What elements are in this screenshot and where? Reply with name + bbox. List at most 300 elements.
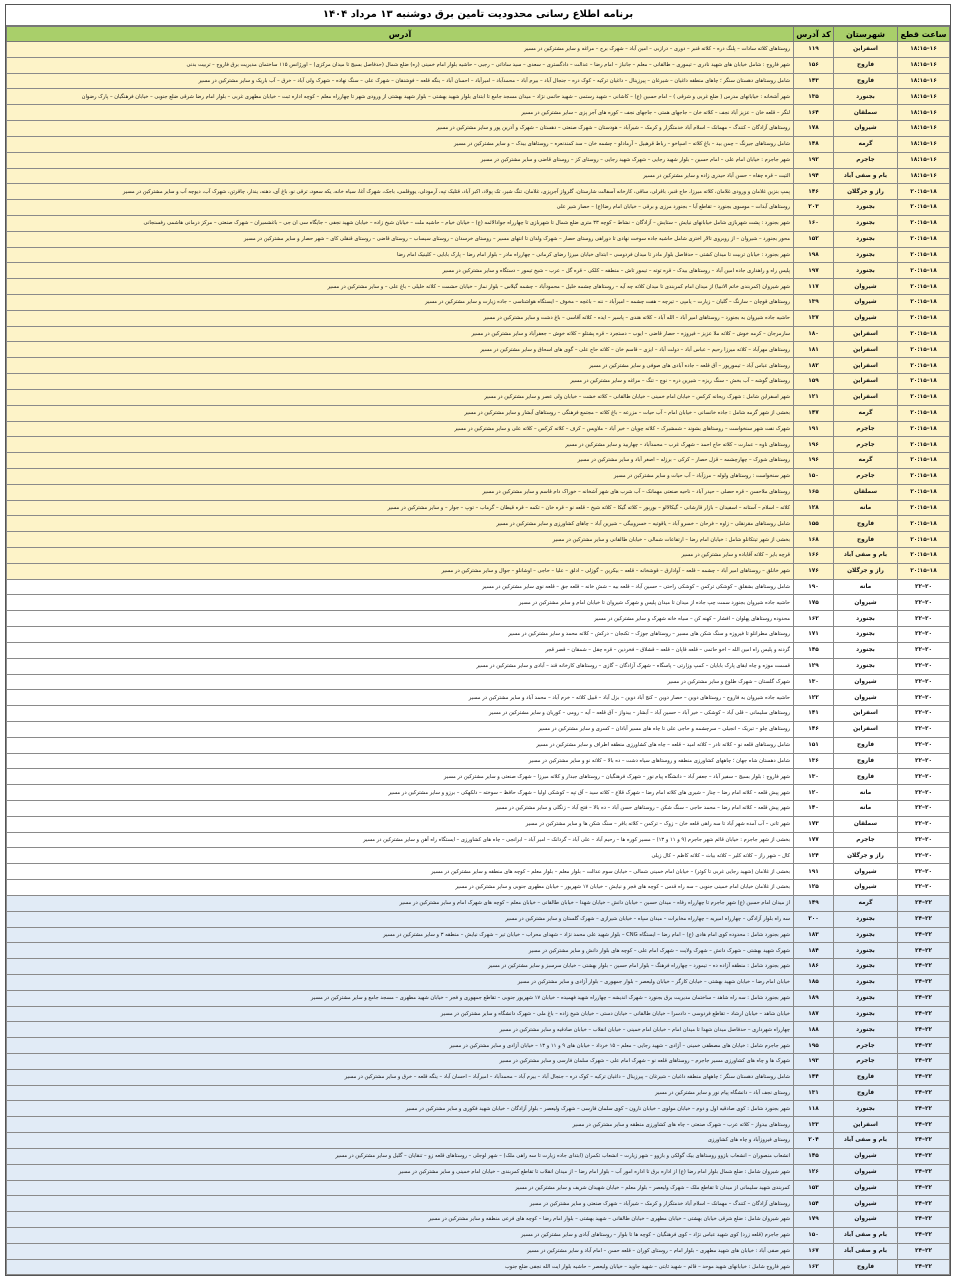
table-row [7,1259,950,1275]
cell-address: شامل روستاهای جیرنگ – چمن بید – باغ کلاته – اسپاخو – رباط قرهبیل – آرمادلو – چشمه خان – سد کمندنعره – روستاهای بیدک – و سایر مشترکین در مسیر [7,136,794,152]
cell-time: ۲۰–۲۲ [898,848,950,864]
table-row [7,595,950,611]
cell-address: شهر فاروج : شامل خیابان های شهید نادری – تیموری – طالقانی – معلم – جانباز – امام رضا – عدالت – دادگستری – سعدی – سید ساداتی – رجبی – حاشیه بلوار امام خمینی (ره) ضلع شمال (حدفاصل بسیج تا میدان مرکزی) – اورژانس ۱۱۵ ساختمان مدیریت برق فاروج – تربیت بدنی [7,57,794,73]
table-row [7,974,950,990]
cell-city: راز و جرگلان [834,184,898,200]
sheet-title: برنامه اطلاع رسانی محدودیت تامین برق دوشنبه ۱۳ مرداد ۱۴۰۴ [6,5,950,26]
cell-city: شیروان [834,690,898,706]
table-row [7,1006,950,1022]
cell-city: اسفراین [834,374,898,390]
cell-code: ۱۲۱ [794,389,834,405]
cell-address: شامل روستاهای دهستان سنگر ؛ چاهای منطقه داغیان – شیرغان – پیرزینال – داغیان ترکیه – کوک دره – جنجال آباد – بیرم آباد – محمدآباد – امیرآباد – احسان آباد – ینگه قلعه – فوشنقان – شهرک علی – سنگ نهاده – شهرک ولی آباد – خرق – آب باریک و سایر مشترکین در مسیر [7,73,794,89]
cell-city: بجنورد [834,89,898,105]
cell-code: ۱۵۹ [794,374,834,390]
table-row [7,1180,950,1196]
table-row [7,168,950,184]
cell-time: ۲۰–۲۲ [898,769,950,785]
cell-city: فاروج [834,1069,898,1085]
cell-code: ۱۴۷ [794,405,834,421]
cell-city: مانه [834,579,898,595]
cell-address: انشعاب منصوران – انشعاب بازوو روستاهای بیک گولکی و بازوو – شهر زیارت – انشعاب تکمران (ابتدای جاده زیارت تا سه راهی ملک) – شهر لوجلی – روستاهای قلعه زو – تنقایان – گلیل و سایر مشترکین در مسیر [7,1148,794,1164]
table-row [7,721,950,737]
table-row [7,801,950,817]
cell-time: ۱۶–۱۸:۱۵ [898,89,950,105]
cell-time: ۲۲–۲۴ [898,895,950,911]
cell-city: بجنورد [834,215,898,231]
table-row [7,1054,950,1070]
cell-time: ۱۸–۲۰:۱۵ [898,421,950,437]
cell-time: ۲۲–۲۴ [898,1069,950,1085]
table-row [7,1117,950,1133]
cell-address: روستای نجف آباد – دانشگاه پیام نور و سایر مشترکین در مسیر [7,1085,794,1101]
table-row [7,437,950,453]
cell-address: گردنه و پلیس راه امین الله – اخو حاتمی – قلعه قاپان – قلعه – قشلاق – فخردین – قره چقل – شمقان – قصر قجر [7,642,794,658]
cell-code: ۱۶۶ [794,548,834,564]
cell-city: اسفراین [834,326,898,342]
cell-time: ۲۰–۲۲ [898,658,950,674]
cell-city: جاجرم [834,1038,898,1054]
cell-time: ۲۲–۲۴ [898,1117,950,1133]
cell-code: ۱۳۷ [794,310,834,326]
table-row [7,73,950,89]
cell-city: شیروان [834,595,898,611]
cell-code: ۱۷۶ [794,563,834,579]
cell-address: شهرک نفت شهر سنخواست – روستاهای بشوند – شمشیرک – کلاته چوپان – خیر آباد – ملاویس – کرف – کلاته کرکس – کلاته علی و سایر مشترکین در مسیر [7,421,794,437]
cell-address: حاشیه جاده شیروان به فاروج – روستاهای دوین – حصار دوین – کنج آباد دوین – بزل آباد – قبیل کلاته – خرم آباد – محمد آباد و سایر مشترکین در مسیر [7,690,794,706]
table-row [7,658,950,674]
table-row [7,816,950,832]
cell-city: فاروج [834,753,898,769]
cell-city: گرمه [834,405,898,421]
cell-city: جاجرم [834,152,898,168]
table-row [7,500,950,516]
cell-city: مانه [834,801,898,817]
cell-address: شهر پیش قلعه – کلاته امام رضا – محمد حاجی – سنگ شکن – روستاهای حسن آباد – ده بالا – فتح آباد – زنگلی و سایر مشترکین در مسیر [7,801,794,817]
cell-address: محور بجنورد – شیروان – از روبروی تالار اختری شامل حاشیه جاده سوخت نهادی تا دوراهی روستای حصار – شهرک ولدان تا انتهای مسیر – روستای خرسدان – روستای سیساب – روستای قاضی – روستای قنقلی کای – شهر حصار و سایر مشترکین در مسیر [7,231,794,247]
table-row [7,263,950,279]
table-row [7,184,950,200]
cell-city: شیروان [834,1164,898,1180]
cell-time: ۱۸–۲۰:۱۵ [898,342,950,358]
cell-code: ۱۴۹ [794,895,834,911]
cell-time: ۲۰–۲۲ [898,627,950,643]
cell-time: ۲۰–۲۲ [898,611,950,627]
cell-address: حاشیه جاده شیروان بجنورد سمت چپ جاده از میدان تا میدان پلیس و شهرک شیروان تا خیابان امام و سایر مشترکین در مسیر [7,595,794,611]
cell-address: شهر صفی آباد : خیابان های شهید مطهری – بلوار امام – روستای کوران – قلعه حسن – امام آباد و سایر مشترکین در مسیر [7,1243,794,1259]
table-row [7,310,950,326]
cell-address: روستای فیروزآباد و چاه های کشاورزی [7,1133,794,1149]
cell-time: ۲۲–۲۴ [898,959,950,975]
table-row [7,231,950,247]
cell-city: راز و جرگلان [834,563,898,579]
cell-time: ۲۲–۲۴ [898,1133,950,1149]
cell-time: ۲۰–۲۲ [898,579,950,595]
cell-city: اسفراین [834,1117,898,1133]
cell-city: شیروان [834,880,898,896]
table-row [7,358,950,374]
cell-city: اسفراین [834,706,898,722]
cell-code: ۱۶۴ [794,105,834,121]
cell-code: ۱۶۰ [794,215,834,231]
cell-address: پلیس راه و راهداری جاده امین آباد – روستاهای بیدک – قره توته – تیمور تاش – منطقه – کلکی – قره گل – عرب – شیخ تیمور – دستگاه و سایر مشترکین در مسیر [7,263,794,279]
cell-city: فاروج [834,532,898,548]
cell-code: ۱۵۲ [794,231,834,247]
cell-city: اسفراین [834,358,898,374]
cell-code: ۱۷۹ [794,1212,834,1228]
cell-time: ۱۸–۲۰:۱۵ [898,184,950,200]
cell-city: بجنورد [834,1022,898,1038]
cell-address: شهر بجنورد : خیابان تربیت تا میدان کشتی – حدفاصل بلوار مادر تا میدان فردوسی – ابتدای خیابان میرزا رضای کرمانی – چهارراه مادر – بلوار امام رضا – پارک بابایی – کلینیک امام رضا [7,247,794,263]
cell-code: ۱۸۱ [794,342,834,358]
cell-time: ۲۰–۲۲ [898,690,950,706]
cell-code: ۱۸۲ [794,358,834,374]
cell-time: ۱۸–۲۰:۱۵ [898,295,950,311]
cell-time: ۲۲–۲۴ [898,1243,950,1259]
cell-time: ۲۲–۲۴ [898,943,950,959]
cell-code: ۱۸۳ [794,927,834,943]
cell-city: بجنورد [834,943,898,959]
cell-address: شامل روستاهای قلعه نو – کلاته نادر – کلاته امید – قلعه – چاه های کشاورزی منطقه اطراف و سایر مشترکین در مسیر [7,737,794,753]
cell-city: شیروان [834,1148,898,1164]
cell-time: ۲۲–۲۴ [898,911,950,927]
table-row [7,453,950,469]
table-row [7,89,950,105]
cell-code: ۱۶۲ [794,1259,834,1275]
table-row [7,943,950,959]
cell-address: قسمت موزه و چاه ابقای پارک بابایان – کمپ وزارتی – پاسگاه – شهرک آزادگان – گازی – روستاهای کارخانه قند – آبادی و سایر مشترکین در مسیر [7,658,794,674]
table-row [7,121,950,137]
cell-time: ۱۸–۲۰:۱۵ [898,247,950,263]
table-row [7,279,950,295]
cell-city: بام و صفی آباد [834,1243,898,1259]
cell-code: ۱۴۳ [794,73,834,89]
table-row [7,990,950,1006]
cell-address: شهر بجنورد شامل : محدوده کوی امام هادی (ع) – امام رضا – ایستگاه CNG – بلوار شهید علی محمد نژاد – شهدای محراب – خیابان تیر – شهرک نیایش – منطقه ۳ و سایر مشترکین در مسیر [7,927,794,943]
cell-time: ۱۸–۲۰:۱۵ [898,484,950,500]
cell-code: ۱۹۱ [794,864,834,880]
cell-city: شیروان [834,310,898,326]
cell-code: ۱۸۴ [794,943,834,959]
cell-address: سه راه بلوار آزادگی – چهارراه امیریه – چهارراه مخابرات – میدان سپاه – خیابان شیرازی – شهرک گلستان و سایر مشترکین در مسیر [7,911,794,927]
cell-time: ۱۸–۲۰:۱۵ [898,500,950,516]
cell-time: ۱۶–۱۸:۱۵ [898,121,950,137]
cell-code: ۱۲۶ [794,1164,834,1180]
cell-address: حاشیه جاده شیروان به بجنورد – روستاهای امیر آباد – الله آباد – کلاته هندی – پاسیر – ایده – کلاته آقاسی – باغ دشت و سایر مشترکین در مسیر [7,310,794,326]
cell-city: اسفراین [834,721,898,737]
cell-city: جاجرم [834,421,898,437]
cell-city: شیروان [834,295,898,311]
cell-address: شامل دهستان شاه جهان ؛ چاههای کشاورزی منطقه و روستاهای سیاه دشت – ده بالا – کلاته نو و سایر مشترکین در مسیر [7,753,794,769]
cell-city: بجنورد [834,911,898,927]
cell-time: ۲۲–۲۴ [898,1164,950,1180]
cell-code: ۱۵۰ [794,1227,834,1243]
table-row [7,405,950,421]
cell-code: ۱۴۱ [794,706,834,722]
cell-time: ۲۰–۲۲ [898,832,950,848]
cell-city: شیروان [834,864,898,880]
table-row [7,1227,950,1243]
cell-address: بخشی از شهر تیتکانلو شامل : خیابان امام رضا – ارتفاعات شمالی – خیابان طالقانی و سایر مشترکین در مسیر [7,532,794,548]
cell-code: ۱۸۷ [794,1006,834,1022]
cell-city: بجنورد [834,990,898,1006]
table-row [7,200,950,216]
cell-time: ۲۲–۲۴ [898,1022,950,1038]
cell-time: ۲۲–۲۴ [898,1038,950,1054]
cell-time: ۱۶–۱۸:۱۵ [898,136,950,152]
cell-address: شهر بجنورد : پشت شهربازی شامل خیابانهای نیایش – ستایش – آزادگان – نشاط – کوچه ۳۳ متری ضلع شمال تا شهربازی تا چهارراه جوادالائمه (ع) – خیابان خیام – حاشیه ملت – خیابان شیخ زاده – خیابان شهید نجفی – جایگاه سی ان جی – باغشمیران – شهرک صنعتی – مرکز درمانی هاشمی رفسنجانی [7,215,794,231]
cell-city: بجنورد [834,627,898,643]
cell-code: ۱۳۰ [794,769,834,785]
cell-city: بجنورد [834,200,898,216]
cell-city: بجنورد [834,642,898,658]
table-body [7,42,950,1275]
cell-address: روستاهای مهرآباد – کلاته میرزا رحیم – عباس آباد – دولت آباد – ایزی – قاسم خان – کلاته حاج علی – گوی های اسحاق و سایر مشترکین در مسیر [7,342,794,358]
cell-time: ۱۸–۲۰:۱۵ [898,215,950,231]
cell-time: ۲۲–۲۴ [898,1227,950,1243]
cell-city: سملقان [834,816,898,832]
cell-address: روستاهای قوچان – سارنگ – گلیان – زیارت – یامپی – تیرچه – هفت چشمه – امیرآباد – ننه – باغچه – مخوف – ایستگاه هواشناسی – جاده زیارت و سایر مشترکین در مسیر [7,295,794,311]
cell-time: ۱۸–۲۰:۱۵ [898,231,950,247]
cell-code: ۱۶۵ [794,484,834,500]
table-row [7,1022,950,1038]
cell-address: شامل روستاهای دهستان سنگر ؛ چاههای منطقه داغیان – شیرغان – پیرزینال – داغیان ترکیه – کوک دره – جنجال آباد – بیرم آباد – محمدآباد – امیرآباد – احسان آباد – ینگه قلعه – خرق و سایر مشترکین در مسیر [7,1069,794,1085]
cell-time: ۱۸–۲۰:۱۵ [898,532,950,548]
cell-time: ۱۸–۲۰:۱۵ [898,548,950,564]
header-city: شهرستان [834,27,898,42]
cell-address: شهرک شهید بهشتی – شهرک دانش – شهرک ولایت – شهرک امام علی – کوچه های بلوار دانش و سایر مشترکین در مسیر [7,943,794,959]
table-row [7,611,950,627]
cell-address: شهر فاروج : بلوار بسیج – سفیر آباد – جعفر آباد – دانشگاه پیام نور – شهرک فرهنگیان – روستاهای جبدار و کلاته میرزا – شهرک صنعتی و سایر مشترکین در مسیر [7,769,794,785]
cell-time: ۲۰–۲۲ [898,595,950,611]
table-row [7,532,950,548]
cell-city: بجنورد [834,1006,898,1022]
cell-address: شهر فاروج شامل : خیابانهای شهید موحد – قائم – شهید ثابتی – شهید جاوید – خیابان ولیعصر – حاشیه بلوار ایت الله نجفی ضلع جنوب [7,1259,794,1275]
cell-time: ۱۸–۲۰:۱۵ [898,453,950,469]
cell-code: ۱۵۵ [794,516,834,532]
cell-time: ۱۶–۱۸:۱۵ [898,42,950,58]
cell-city: فاروج [834,1259,898,1275]
table-row [7,895,950,911]
cell-address: شهر جاجرم (قلعه زرد) کوی شهید عباس نژاد – کوی فرهنگیان – کوچه ها تا بلوار – روستاهای آبادی و سایر مشترکین در مسیر [7,1227,794,1243]
cell-code: ۱۴۴ [794,1069,834,1085]
cell-address: روستاهای آبدات – موسوی بجنورد – تقاطع آبا – بجنورد مرزی و برقی – خیابان امام رضا(ع) – حصار شیر علی [7,200,794,216]
cell-address: بخشی از غلامان (شهید رجایی غربی تا کوثر) – خیابان امام خمینی شمالی – خیابان سوم عدالت – بلوار معلم – بلوار معلم – کوچه های منطقه و سایر مشترکین در مسیر [7,864,794,880]
cell-address: شهر اسفراین شامل : شهرک ریحانه کرکس – خیابان امام خمینی – خیابان طالقانی – کلاته خشت – خیابان ولی عصر و سایر مشترکین در مسیر [7,389,794,405]
table-row [7,1069,950,1085]
table-row [7,152,950,168]
cell-address: روستاهای چلو – تبریک – انجیلی – سرچشمه و حاجی علی تا چاه های مسیر آبادان – کسری و سایر مشترکین در مسیر [7,721,794,737]
cell-code: ۱۳۹ [794,295,834,311]
table-row [7,785,950,801]
header-row [7,27,950,42]
table-row [7,57,950,73]
cell-address: شهر شیروان شامل : ضلع شمال بلوار امام رضا (ع) از اداره برق تا اداره امور آب – بلوار امام رضا – از میدان انقلاب تا تقاطع کمربندی – خیابان امام خمینی و سایر مشترکین در مسیر [7,1164,794,1180]
cell-code: ۱۹۷ [794,263,834,279]
cell-code: ۱۸۵ [794,974,834,990]
cell-address: روستاهای سلیمانی – قلی آباد – کوشکی – خیر آباد – حسین آباد – آبشار – بیدواز – آق قلعه – آیه – رومی – کوریان و سایر مشترکین در مسیر [7,706,794,722]
cell-city: شیروان [834,1196,898,1212]
cell-code: ۱۶۲ [794,611,834,627]
table-row [7,342,950,358]
table-row [7,706,950,722]
cell-city: گرمه [834,895,898,911]
cell-time: ۲۰–۲۲ [898,642,950,658]
cell-address: شهر خانلق – روستاهای امیر آباد – چشمه – قلعه – آوادارق – قوشخانه – قلعه – بیکرین – گوزلی – ادلق – علیا – حاجی – اوشانلو – جوال و سایر مشترکین در مسیر [7,563,794,579]
cell-city: شیروان [834,121,898,137]
cell-address: روستاهای ملاحسن – قره حصلی – حیدر آباد – ناحیه صنعتی مهمانک – آب شرب های شهر آشخانه – خوراک دام قاسم و سایر مشترکین در مسیر [7,484,794,500]
header-code: کد آدرس [794,27,834,42]
cell-city: راز و جرگلان [834,848,898,864]
cell-code: ۱۳۳ [794,1117,834,1133]
table-row [7,326,950,342]
cell-code: ۱۳۰ [794,674,834,690]
cell-city: جاجرم [834,1054,898,1070]
cell-code: ۱۵۰ [794,468,834,484]
cell-time: ۱۶–۱۸:۱۵ [898,105,950,121]
table-row [7,864,950,880]
cell-address: قرچه بایر – کلاته آقاباده و سایر مشترکین در مسیر [7,548,794,564]
cell-address: شهر ثانی – آب آمده شهر آباد تا سه راهی قلعه خان – زوک – ترکمن – کلاته باقر – سنگ شکن ها و سایر مشترکین در مسیر [7,816,794,832]
cell-code: ۱۹۵ [794,1038,834,1054]
cell-code: ۱۱۹ [794,42,834,58]
cell-address: شهرک ها و چاه های کشاورزی مسیر جاجرم – روستاهای قلعه نو – شهرک امام علی – شهرک سلمان فارسی و سایر مشترکین در مسیر [7,1054,794,1070]
cell-time: ۱۶–۱۸:۱۵ [898,73,950,89]
table-row [7,911,950,927]
cell-address: روستاهای ناوه – عمارت – کلاته حاج احمد – شهرک غرب – محمدآباد – چهاربید و سایر مشترکین در مسیر [7,437,794,453]
cell-address: روستاهای کلاته سادات – پلنگ دره – کلاته قنبر – دوری – درازبی – امین آباد – شهرک برج – مراغه و سایر مشترکین در مسیر [7,42,794,58]
cell-address: از میدان امام حسین (ع) شهر جاجرم تا چهارراه رفاه – میدان حسین – خیابان دانش – خیابان شهدا – خیابان طالقانی – خیابان معلم – کوچه های شهرک امام و سایر مشترکین در مسیر [7,895,794,911]
cell-code: ۲۰۳ [794,200,834,216]
cell-city: جاجرم [834,468,898,484]
header-time: ساعت قطع [898,27,950,42]
outage-table [6,26,950,1275]
cell-city: اسفراین [834,389,898,405]
table-row [7,548,950,564]
cell-address: چهارراه شهرداری – حدفاصل میدان شهدا تا میدان امام – خیابان امام خمینی – خیابان انقلاب – خیابان صادقیه و سایر مشترکین در مسیر [7,1022,794,1038]
cell-city: جاجرم [834,437,898,453]
cell-address: شهرک گلستان – شهرک طلوع و سایر مشترکین در مسیر [7,674,794,690]
cell-code: ۱۴۰ [794,801,834,817]
table-row [7,1243,950,1259]
cell-code: ۱۸۶ [794,959,834,975]
table-row [7,1212,950,1228]
cell-code: ۱۳۱ [794,1085,834,1101]
cell-code: ۱۸۹ [794,990,834,1006]
cell-time: ۲۲–۲۴ [898,1180,950,1196]
cell-city: بجنورد [834,263,898,279]
table-row [7,737,950,753]
table-row [7,105,950,121]
table-row [7,642,950,658]
cell-address: شهر پیش قلعه – کلاته امام رضا – چنار – شیری های کلاته امام رضا – شهرک قلاع – کلاته سید – آق تپه – کوشکی اولیا – شهرک حافظ – سوخته – دلکهکی – برزو و سایر مشترکین در مسیر [7,785,794,801]
cell-time: ۲۲–۲۴ [898,1259,950,1275]
cell-code: ۱۹۶ [794,453,834,469]
cell-city: اسفراین [834,42,898,58]
cell-code: ۱۴۵ [794,1148,834,1164]
cell-address: شهر بجنورد شامل : کوی صادقیه اول و دوم – خیابان مولوی – خیابان نارون – کوی سلمان فارسی – شهرک ولیعصر – بلوار آزادگان – خیابان شهید فکوری و سایر مشترکین در مسیر [7,1101,794,1117]
cell-code: ۱۷۷ [794,832,834,848]
cell-code: ۱۸۸ [794,1022,834,1038]
cell-time: ۲۰–۲۲ [898,706,950,722]
table-row [7,959,950,975]
cell-city: فاروج [834,73,898,89]
cell-code: ۱۹۴ [794,168,834,184]
cell-code: ۱۹۶ [794,437,834,453]
cell-address: شهر جاجرم : خیابان امام علی – امام حسین – بلوار شهید رجایی – شهرک شهید رجایی – روستای کز – روستای قاضی و سایر مشترکین در مسیر [7,152,794,168]
cell-time: ۲۰–۲۲ [898,785,950,801]
cell-address: شهر بجنورد شامل : سه راه شاهد – ساختمان مدیریت برق بجنورد – شهرک اندیشه – چهارراه شهید فهمیده – خیابان ۱۷ شهریور جنوبی – تقاطع جمهوری و فجر – خیابان شهید مطهری – مسجد جامع و سایر مشترکین در مسیر [7,990,794,1006]
cell-city: فاروج [834,57,898,73]
table-row [7,247,950,263]
cell-code: ۲۰۰ [794,911,834,927]
cell-code: ۱۳۶ [794,753,834,769]
cell-time: ۲۲–۲۴ [898,1006,950,1022]
cell-address: پمپ بنزین غلامان و ورودی غلامان، کلاته میرزا، حاج قنبر، باقرلی، ساقی، کارخانه آسفالت شارستان، گلرواز آجرپزی، غلامان، تنگ شیر، تک پولاد، اکبر آباد، قتلیک تپه، آرمودلی، یووقلمی، باجک، شهرک آغا، سیاه خانه، یکه سعود، ترقی نو، باغ آی، دهنه، یندار، چاقرتن، شهرک آب، دیوچه آب و سایر مشترکین در مسیر [7,184,794,200]
cell-code: ۱۹۱ [794,421,834,437]
cell-address: روستاهای بیدواز – کلاته عرب – شهرک صنعتی – چاه های کشاورزی منطقه و سایر مشترکین در مسیر [7,1117,794,1133]
cell-address: خیابان امام رضا – خیابان شهید بهشتی – خیابان کارگر – خیابان ولیعصر – بلوار جمهوری – بلوار آزادی و سایر مشترکین در مسیر [7,974,794,990]
table-row [7,627,950,643]
table-row [7,1101,950,1117]
cell-time: ۲۲–۲۴ [898,927,950,943]
table-row [7,484,950,500]
cell-code: ۱۴۶ [794,721,834,737]
cell-address: شهر جاجرم شامل : خیابان های مصطفی خمینی – آزادی – شهید رجایی – معلم – ۱۵ خرداد – خیابان های ۹ و ۱۱ و ۱۳ – خیابان آزادی و سایر مشترکین در مسیر [7,1038,794,1054]
cell-address: شامل روستاهای مقرنقلی – زاوه – فرحان – خسرو آباد – یاقوتیه – خسروبیگی – شیرین آباد – چاهای کشاورزی و سایر مشترکین در مسیر [7,516,794,532]
cell-city: بجنورد [834,959,898,975]
table-row [7,215,950,231]
cell-time: ۲۰–۲۲ [898,880,950,896]
cell-address: شهر سنخواست : روستاهای ولوله – مرزآباد – آب حیات و سایر مشترکین در مسیر [7,468,794,484]
cell-address: کمربندی شهید سلیمانی از میدان تا تقاطع ملک – شهرک ولیعصر – بلوار معلم – خیابان شهیدان شریف و سایر مشترکین در مسیر [7,1180,794,1196]
cell-address: بخشی از شهر جاجرم : خیابان قائم شهر جاجرم (۹ و ۱۱ و ۱۳) – مسیر کوره ها – رحیم آباد – علی آباد – گردانک – امیر آباد – ابرانجی – چاه های کشاورزی – ایستگاه راه آهن و سایر مشترکین در مسیر [7,832,794,848]
cell-city: گرمه [834,453,898,469]
cell-code: ۱۹۳ [794,1054,834,1070]
table-row [7,1148,950,1164]
cell-code: ۱۲۵ [794,880,834,896]
cell-city: بام و صفی آباد [834,1133,898,1149]
table-row [7,563,950,579]
cell-address: لنگر – قلعه خان – عزیز آباد نجف – کلاته خان – جاجهای همتی – جاجهای نجف – کوره های آجر پزی – سایر مشترکین در مسیر [7,105,794,121]
table-row [7,295,950,311]
cell-time: ۲۲–۲۴ [898,974,950,990]
cell-code: ۱۷۳ [794,816,834,832]
cell-time: ۲۲–۲۴ [898,1212,950,1228]
cell-code: ۱۵۶ [794,57,834,73]
cell-city: فاروج [834,1085,898,1101]
cell-address: شهر شیروان شامل : ضلع شرقی خیابان بهشتی – خیابان مطهری – خیابان طالقانی – شهید بهشتی – بلوار امام رضا – کوچه های فرعی منطقه و سایر مشترکین در مسیر [7,1212,794,1228]
cell-code: ۱۴۶ [794,184,834,200]
schedule-sheet [5,4,951,1276]
cell-city: بجنورد [834,247,898,263]
table-row [7,136,950,152]
cell-address: محدوده روستاهای پهلوان – افشار – کهنه کن – سیاه خانه شهرک و سایر مشترکین در مسیر [7,611,794,627]
cell-address: بخشی از غلامان خیابان امام خمینی جنوبی – سه راه قدس – کوچه های فجر و نیایش – خیابان ۱۷ شهریور – خیابان مطهری جنوبی و سایر مشترکین در مسیر [7,880,794,896]
cell-city: مانه [834,500,898,516]
cell-time: ۲۰–۲۲ [898,801,950,817]
cell-time: ۱۸–۲۰:۱۵ [898,279,950,295]
cell-address: شهر بجنورد شامل : منطقه آزاده ده – تیمورد – چهارراه فرهنگ – بلوار امام حسین – بلوار بهشتی – خیابان سرسبز و سایر مشترکین در مسیر [7,959,794,975]
cell-time: ۲۰–۲۲ [898,816,950,832]
table-row [7,1196,950,1212]
cell-address: کال – شهر راز – کلاته کلیر – کلاته بیاث – کلاته کاظم – کال زیلی [7,848,794,864]
table-row [7,1038,950,1054]
header-address: آدرس [7,27,794,42]
cell-city: بجنورد [834,611,898,627]
cell-time: ۱۸–۲۰:۱۵ [898,374,950,390]
cell-time: ۲۰–۲۲ [898,753,950,769]
cell-code: ۱۷۸ [794,121,834,137]
